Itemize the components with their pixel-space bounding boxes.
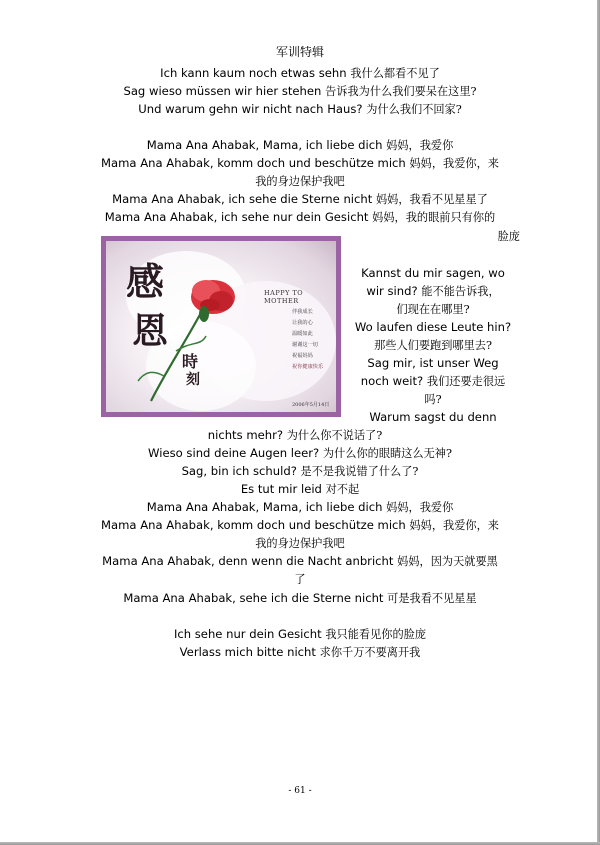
lyric-line: Es tut mir leid 对不起 [240, 482, 360, 496]
lyric-line: Sag, bin ich schuld? 是不是我说错了什么了? [181, 464, 419, 478]
lyric-line: Wo laufen diese Leute hin? [354, 320, 512, 334]
calligraphy-char: 時 [182, 352, 199, 371]
mothers-day-card-image [101, 236, 341, 417]
lyric-line: Mama Ana Ahabak, komm doch und beschütze mich 妈妈，我爱你，来 [101, 156, 499, 170]
lyric-line: Sag wieso müssen wir hier stehen 告诉我为什么我们要呆在这里? [123, 84, 477, 98]
lyric-line: 那些人们要跑到哪里去? [374, 339, 492, 352]
lyric-line: 脸庞 [497, 230, 520, 243]
lyric-line: Mama Ana Ahabak, Mama, ich liebe dich 妈妈，我爱你 [146, 138, 454, 152]
lyric-line: 们现在在哪里? [396, 303, 470, 316]
lyric-line: Mama Ana Ahabak, ich sehe die Sterne nicht 妈妈，我看不见星星了 [112, 192, 488, 206]
lyric-line: Ich sehe nur dein Gesicht 我只能看见你的脸庞 [173, 627, 427, 641]
lyric-line: Ich kann kaum noch etwas sehn 我什么都看不见了 [160, 66, 440, 80]
card-lines: 伴我成长 让我的心 温暖如此 谢谢这一切 祝福妈妈 祝你健康快乐 [292, 309, 324, 370]
lyric-line: Warum sagst du denn [369, 410, 497, 424]
lyric-line: Mama Ana Ahabak, ich sehe nur dein Gesicht 妈妈，我的眼前只有你的 [104, 210, 496, 224]
lyric-line: wir sind? 能不能告诉我， [366, 284, 500, 298]
lyric-line: Verlass mich bitte nicht 求你千万不要离开我 [179, 645, 421, 659]
lyric-line: Wieso sind deine Augen leer? 为什么你的眼睛这么无神? [148, 446, 452, 460]
lyric-line: 了 [294, 573, 306, 586]
lyric-line: 我的身边保护我吧 [255, 537, 345, 550]
lyric-line: Und warum gehn wir nicht nach Haus? 为什么我们不回家? [138, 102, 462, 116]
lyric-line: noch weit? 我们还要走很远 [360, 374, 506, 388]
lyric-line: Mama Ana Ahabak, Mama, ich liebe dich 妈妈，我爱你 [146, 500, 454, 514]
lyric-line: Mama Ana Ahabak, komm doch und beschütze mich 妈妈，我爱你，来 [101, 518, 499, 532]
lyric-line: nichts mehr? 为什么你不说话了? [207, 428, 383, 442]
card-footer: 2006年5月14日 [292, 402, 330, 408]
page-title: 军训特辑 [275, 45, 324, 59]
lyric-line: Mama Ana Ahabak, denn wenn die Nacht anbricht 妈妈，因为天就要黑 [102, 554, 498, 568]
lyric-line: Sag mir, ist unser Weg [367, 356, 499, 370]
lyric-line: 我的身边保护我吧 [255, 175, 345, 188]
page-number: - 61 - [288, 786, 312, 796]
lyric-line: 吗? [424, 393, 442, 406]
calligraphy-char: 刻 [186, 372, 200, 388]
lyric-line: Kannst du mir sagen, wo [361, 266, 505, 280]
lyric-line: Mama Ana Ahabak, sehe ich die Sterne nicht 可是我看不见星星 [123, 591, 477, 605]
card-header: HAPPY TO MOTHER [264, 289, 304, 305]
calligraphy-char: 恩 [132, 310, 169, 352]
calligraphy-char: 感 [126, 259, 165, 304]
